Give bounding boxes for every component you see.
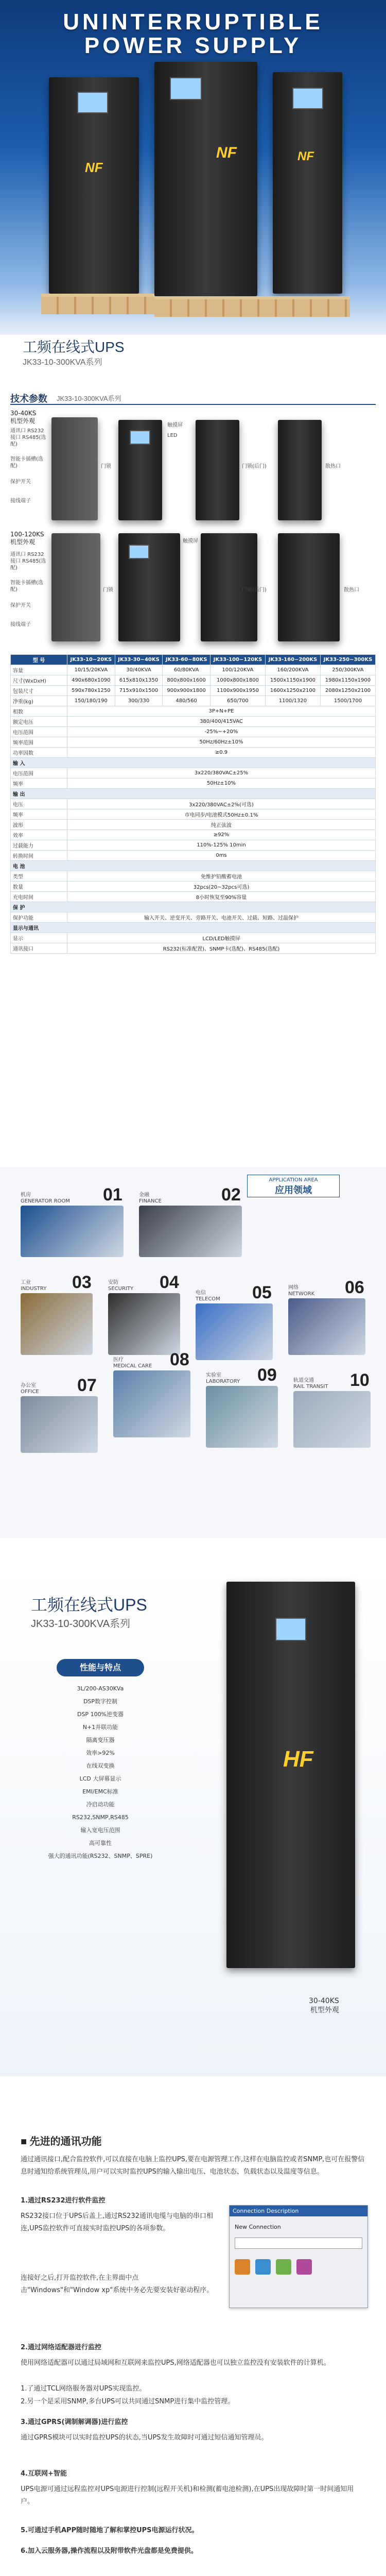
spec-header-cell: JK33-160~200KS [265, 655, 320, 665]
spec-cell: 490x680x1090 [67, 675, 115, 686]
app-caption [293, 1378, 328, 1390]
app-caption [288, 1285, 314, 1297]
spec-row [11, 675, 376, 686]
spec-header-cell: JK33-250~300KS [320, 655, 375, 665]
spec-cell: 1100x900x1950 [210, 686, 265, 696]
unit1-open-front [51, 417, 98, 520]
spec-cell: 8小时恢复至90%容量 [67, 892, 376, 902]
feature-item: 隔离变压器 [86, 1737, 115, 1743]
spec-row-label: 频率 [11, 809, 67, 820]
spec-row-label: 净重(kg) [11, 696, 67, 706]
app-number: 03 [72, 1273, 92, 1292]
spec-row-label: 波形 [11, 820, 67, 830]
spec-row [11, 686, 376, 696]
comm-p6: 2.另一个是采用SNMP,多台UPS可以共同通过SNMP进行集中监控管理。 [21, 2398, 235, 2405]
app-number: 06 [345, 1278, 364, 1297]
spec-group [11, 902, 376, 912]
spec-cell: 800x800x1600 [163, 675, 210, 686]
spec-cell: 32pcs(20~32pcs可选) [67, 882, 376, 892]
unit2-side-3: 散热口 [344, 587, 359, 593]
feature-item: EMI/EMC标准 [82, 1788, 118, 1795]
ups-cabinet-right: NF [273, 72, 342, 294]
spec-cell: 1500/1700 [320, 696, 375, 706]
spec-row [11, 768, 376, 778]
spec-row-label: 尺寸(WxDxH) [11, 675, 67, 686]
spec-group-name: 保 护 [11, 902, 376, 912]
spec-row [11, 748, 376, 758]
spec-cell: ≥0.9 [67, 748, 376, 758]
app-label-cn: 办公室 [21, 1383, 36, 1388]
app-photo-office [21, 1396, 98, 1453]
unit1-side [196, 420, 239, 520]
spec-cell: -25%~+20% [67, 727, 376, 737]
app-number: 09 [257, 1365, 277, 1385]
spec-row [11, 871, 376, 882]
product-title: 工频在线式UPS [31, 1596, 147, 1614]
spec-cell: 590x780x1250 [67, 686, 115, 696]
comm-p3: 连接好之后,打开监控软件,在主界面中点击"Windows"和"Window xp"系统中务必先要安装好驱动程序。 [21, 2274, 214, 2294]
divider [10, 404, 376, 405]
app-caption [113, 1357, 152, 1369]
spec-cell: 50Hz±10% [67, 778, 376, 789]
spec-row-label: 额定电压 [11, 717, 67, 727]
spec-row-label: 容量 [11, 665, 67, 675]
spec-group [11, 923, 376, 933]
spec-row-label: 电压范围 [11, 768, 67, 778]
spec-row [11, 840, 376, 851]
comm-p5: 1.了通过TCL网络服务器对UPS实现监控。 [21, 2385, 146, 2393]
app-label-cn: 实验室 [206, 1372, 221, 1378]
app-label-cn: 机房 [21, 1192, 31, 1198]
spec-cell: 1600x1250x2100 [265, 686, 320, 696]
spec-row [11, 943, 376, 954]
spec-cell: 250/300KVA [320, 665, 375, 675]
spec-cell: 480/560 [163, 696, 210, 706]
app-number: 01 [103, 1185, 122, 1205]
connection-name-input[interactable] [235, 2238, 362, 2249]
spec-group-name: 输 出 [11, 789, 376, 799]
app-label-en: RAIL TRANSIT [293, 1384, 328, 1389]
spec-row [11, 717, 376, 727]
spec-row-label: 显示 [11, 933, 67, 943]
spec-row-label: 转换时间 [11, 851, 67, 861]
app-label-en: GENERATOR ROOM [21, 1198, 70, 1204]
app-caption [108, 1280, 133, 1292]
spec-row [11, 665, 376, 675]
unit1-front [118, 420, 162, 520]
unit1-side-3: 门锁(后门) [242, 464, 267, 469]
app-photo-finance [139, 1206, 242, 1257]
spec-cell: 30/40KVA [115, 665, 163, 675]
unit1-label: 30-40KS 机型外观 [10, 410, 37, 425]
spec-cell: 900x900x1800 [163, 686, 210, 696]
app-photo-medical-care [113, 1370, 190, 1437]
feature-item: 效率>92% [86, 1750, 115, 1756]
app-caption [139, 1192, 162, 1205]
product-subtitle: JK33-10-300KVA系列 [31, 1618, 131, 1630]
app-caption [21, 1383, 39, 1395]
spec-cell: 650/700 [210, 696, 265, 706]
spec-row [11, 706, 376, 717]
app-label-en: FINANCE [139, 1198, 162, 1204]
comm-h6: 6.加入云服务器,操作流程以及附带软件光盘都是免费提供。 [21, 2547, 198, 2555]
spec-row-label: 类型 [11, 871, 67, 882]
app-label-cn: 工业 [21, 1280, 31, 1285]
spec-row [11, 892, 376, 902]
spec-header-cell: JK33-30~40KS [115, 655, 163, 665]
spec-cell: 1980x1150x1900 [320, 675, 375, 686]
feature-item: RS232,SNMP,RS485 [72, 1814, 129, 1821]
spec-row [11, 820, 376, 830]
spec-table [10, 654, 376, 954]
spec-cell: 2080x1250x2100 [320, 686, 375, 696]
spec-cell: LCD/LED触摸屏 [67, 933, 376, 943]
unit2-side-1: 门锁 [103, 587, 113, 593]
tech-subtitle: JK33-10-300KVA系列 [57, 395, 121, 402]
unit2-rear [278, 533, 340, 641]
app-number: 05 [252, 1283, 272, 1302]
app-label-cn: 医疗 [113, 1357, 124, 1363]
feature-item: N+1并联功能 [82, 1724, 118, 1731]
connection-icons [235, 2259, 362, 2275]
spec-group [11, 861, 376, 871]
app-number: 08 [170, 1350, 189, 1369]
product-cabinet: HF [226, 1582, 355, 1968]
hero-banner [0, 0, 386, 335]
spec-cell: 免维护铅酸蓄电池 [67, 871, 376, 882]
spec-row-label: 保护功能 [11, 912, 67, 923]
app-label-cn: 轨道交通 [293, 1378, 314, 1383]
spec-row-label: 频率范围 [11, 737, 67, 748]
spec-cell: 0ms [67, 851, 376, 861]
spec-cell: 3x220/380VAC±2%(可选) [67, 799, 376, 809]
feature-item: 在线双变换 [86, 1762, 115, 1769]
unit2-front [118, 533, 180, 641]
app-label-en: OFFICE [21, 1389, 39, 1395]
unit2-open-front [51, 533, 100, 641]
unit1-rear [278, 420, 322, 520]
comm-p7: 通过GPRS模块可以实时监控UPS的状态,当UPS发生故障时可通过短信通知管理员。 [21, 2434, 268, 2442]
comm-p2: RS232接口位于UPS后盖上,通过RS232通讯电缆与电脑的串口相连,UPS监控软件可直接实时监控UPS的各项参数。 [21, 2212, 213, 2232]
spec-header-cell: 型 号 [11, 655, 67, 665]
pallet-right [154, 296, 350, 317]
spec-row-label: 频率 [11, 778, 67, 789]
spec-row-label: 包装尺寸 [11, 686, 67, 696]
spec-row [11, 882, 376, 892]
comm-p4: 使用网络适配器可以通过局域网和互联网来监控UPS,网络适配器也可以独立监控没有安装软件的计算机。 [21, 2359, 330, 2367]
spec-row [11, 830, 376, 840]
app-photo-rail-transit [293, 1391, 371, 1448]
spec-row-label: 效率 [11, 830, 67, 840]
app-label-en: TELECOM [196, 1296, 220, 1302]
spec-row [11, 851, 376, 861]
app-photo-industry [21, 1293, 93, 1355]
spec-header-cell: JK33-100~120KS [210, 655, 265, 665]
hero-title: UNINTERRUPTIBLE POWER SUPPLY [63, 9, 323, 58]
spec-row-label: 电压 [11, 799, 67, 809]
spec-cell: 715x910x1500 [115, 686, 163, 696]
app-photo-telecom [196, 1303, 273, 1360]
intro-title: 工频在线式UPS [23, 339, 125, 355]
spec-row [11, 799, 376, 809]
app-number: 04 [160, 1273, 179, 1292]
app-label-cn: 电信 [196, 1290, 206, 1296]
spec-group-name: 电 池 [11, 861, 376, 871]
spec-cell: 300/330 [115, 696, 163, 706]
unit1-callouts: 通讯口 RS232接口 RS485(选配) 智能卡插槽(选配) 保护开关 接线端子 [10, 428, 46, 504]
spec-group [11, 789, 376, 799]
spec-row [11, 809, 376, 820]
app-label-cn: 金融 [139, 1192, 149, 1198]
app-photo-security [108, 1293, 180, 1355]
comm-h4: 4.互联网+智能 [21, 2470, 67, 2478]
spec-row [11, 912, 376, 923]
spec-group [11, 758, 376, 768]
comm-p8: UPS电源可通过远程监控对UPS电源进行控制(远程开关机)和检测(蓄电池检测),在UPS出现故障时第一时间通知用户。 [21, 2485, 354, 2505]
spec-row-label: 通讯接口 [11, 943, 67, 954]
spec-cell: 110%-125% 10min [67, 840, 376, 851]
app-number: 07 [77, 1376, 97, 1395]
connection-dialog: Connection Description New Connection [229, 2205, 368, 2308]
comm-h1: 1.通过RS232进行软件监控 [21, 2197, 106, 2205]
unit1-side-2: 门锁 [101, 464, 111, 469]
app-caption [196, 1290, 220, 1302]
spec-row [11, 778, 376, 789]
spec-cell: 3P+N+PE [67, 706, 376, 717]
apps-badge: APPLICATION AREA 应用领域 [247, 1175, 340, 1197]
ups-cabinet-left: NF [49, 77, 139, 294]
spec-cell: 3x220/380VAC±25% [67, 768, 376, 778]
unit1-side-4: 散热口 [325, 464, 341, 469]
spec-group-name: 输 入 [11, 758, 376, 768]
app-label-cn: 安防 [108, 1280, 118, 1285]
app-photo-laboratory [206, 1386, 278, 1448]
app-label-en: SECURITY [108, 1286, 134, 1292]
spec-header-cell: JK33-10~20KS [67, 655, 115, 665]
comm-h2: 2.通过网络适配器进行监控 [21, 2344, 101, 2351]
app-photo-network [288, 1298, 365, 1355]
spec-cell: 1500x1150x1900 [265, 675, 320, 686]
spec-cell: 1000x800x1800 [210, 675, 265, 686]
app-number: 10 [350, 1370, 370, 1390]
spec-cell: 50Hz/60Hz±10% [67, 737, 376, 748]
spec-cell: 150/180/190 [67, 696, 115, 706]
spec-cell: RS232(标准配置)、SNMP卡(选配)、RS485(选配) [67, 943, 376, 954]
unit2-side-0: 触摸屏 [183, 538, 198, 544]
spec-header-cell: JK33-60~80KS [163, 655, 210, 665]
feature-item: 3L/200-AS30KVa [77, 1685, 124, 1692]
app-caption [206, 1372, 240, 1385]
app-number: 02 [221, 1185, 241, 1205]
spec-cell: 市电同步/电池模式50Hz±0.1% [67, 809, 376, 820]
app-label-en: INDUSTRY [21, 1286, 47, 1292]
spec-row [11, 727, 376, 737]
spec-row [11, 933, 376, 943]
spec-row-label: 过载能力 [11, 840, 67, 851]
unit2-label: 100-120KS 机型外观 [10, 531, 44, 546]
spec-cell: 纯正弦波 [67, 820, 376, 830]
unit2-side-2: 门锁(后门) [242, 587, 267, 593]
comm-p1: 通过通讯接口,配合监控软件,可以直接在电脑上监控UPS,要在电源管理工作,这样在电脑监控或者SNMP,也可在报警信息时通知给系统管理员,用户可以实时监控UPS的输入输出电压、电池状态、负载状态以及温度等信息。 [21, 2156, 365, 2176]
app-label-en: MEDICAL CARE [113, 1363, 152, 1369]
spec-cell: 380/400/415VAC [67, 717, 376, 727]
feature-item: DSP 100%逆变器 [77, 1711, 124, 1718]
intro-subtitle: JK33-10-300KVA系列 [23, 358, 102, 367]
spec-row-label: 功率因数 [11, 748, 67, 758]
feature-item: DSP数字控制 [83, 1698, 118, 1705]
app-photo-generator-room [21, 1206, 124, 1257]
product-unit-label: 30-40KS 机型外观 [309, 1997, 339, 2014]
feature-item: 冷启动功能 [86, 1801, 115, 1808]
unit1-side-1: LED [167, 433, 178, 438]
features-title: 性能与特点 [57, 1659, 144, 1676]
feature-item: 高可靠性 [89, 1840, 112, 1846]
tech-title: 技术参数 [10, 394, 47, 404]
app-caption [21, 1192, 70, 1205]
spec-cell: 输入开关、逆变开关、旁路开关、电池开关、过载、短路、过温保护 [67, 912, 376, 923]
spec-row [11, 696, 376, 706]
spec-cell: ≥92% [67, 830, 376, 840]
comm-h3: 3.通过GPRS(调制解调器)进行监控 [21, 2418, 128, 2426]
feature-item: 强大的通讯功能(RS232、SNMP、SPRE) [48, 1853, 153, 1859]
features-list [41, 1682, 160, 1862]
spec-row-label: 相数 [11, 706, 67, 717]
app-caption [21, 1280, 46, 1292]
spec-row-label: 数量 [11, 882, 67, 892]
spec-cell: 100/120KVA [210, 665, 265, 675]
unit2-callouts: 通讯口 RS232接口 RS485(选配) 智能卡插槽(选配) 保护开关 接线端子 [10, 552, 46, 628]
spec-cell: 1100/1320 [265, 696, 320, 706]
spec-cell: 60/80KVA [163, 665, 210, 675]
pallet-left [41, 294, 154, 314]
spec-row-label: 充电时间 [11, 892, 67, 902]
app-label-en: NETWORK [288, 1291, 315, 1297]
spec-cell: 10/15/20KVA [67, 665, 115, 675]
spec-row-label: 电压范围 [11, 727, 67, 737]
app-label-en: LABORATORY [206, 1379, 240, 1384]
comm-heading: ■ 先进的通讯功能 [21, 2136, 102, 2147]
spec-group-name: 显示与通讯 [11, 923, 376, 933]
spec-cell: 615x810x1350 [115, 675, 163, 686]
app-label-cn: 网络 [288, 1285, 299, 1291]
spec-row [11, 737, 376, 748]
feature-item: LCD 大屏幕显示 [79, 1775, 121, 1782]
feature-item: 输入宽电压范围 [80, 1827, 120, 1834]
ups-cabinet-center: NF [154, 62, 257, 296]
comm-h5: 5.可通过手机APP随时随地了解和掌控UPS电源运行状况。 [21, 2527, 199, 2534]
unit1-side-0: 触摸屏 [167, 422, 183, 428]
spec-cell: 160/200KVA [265, 665, 320, 675]
